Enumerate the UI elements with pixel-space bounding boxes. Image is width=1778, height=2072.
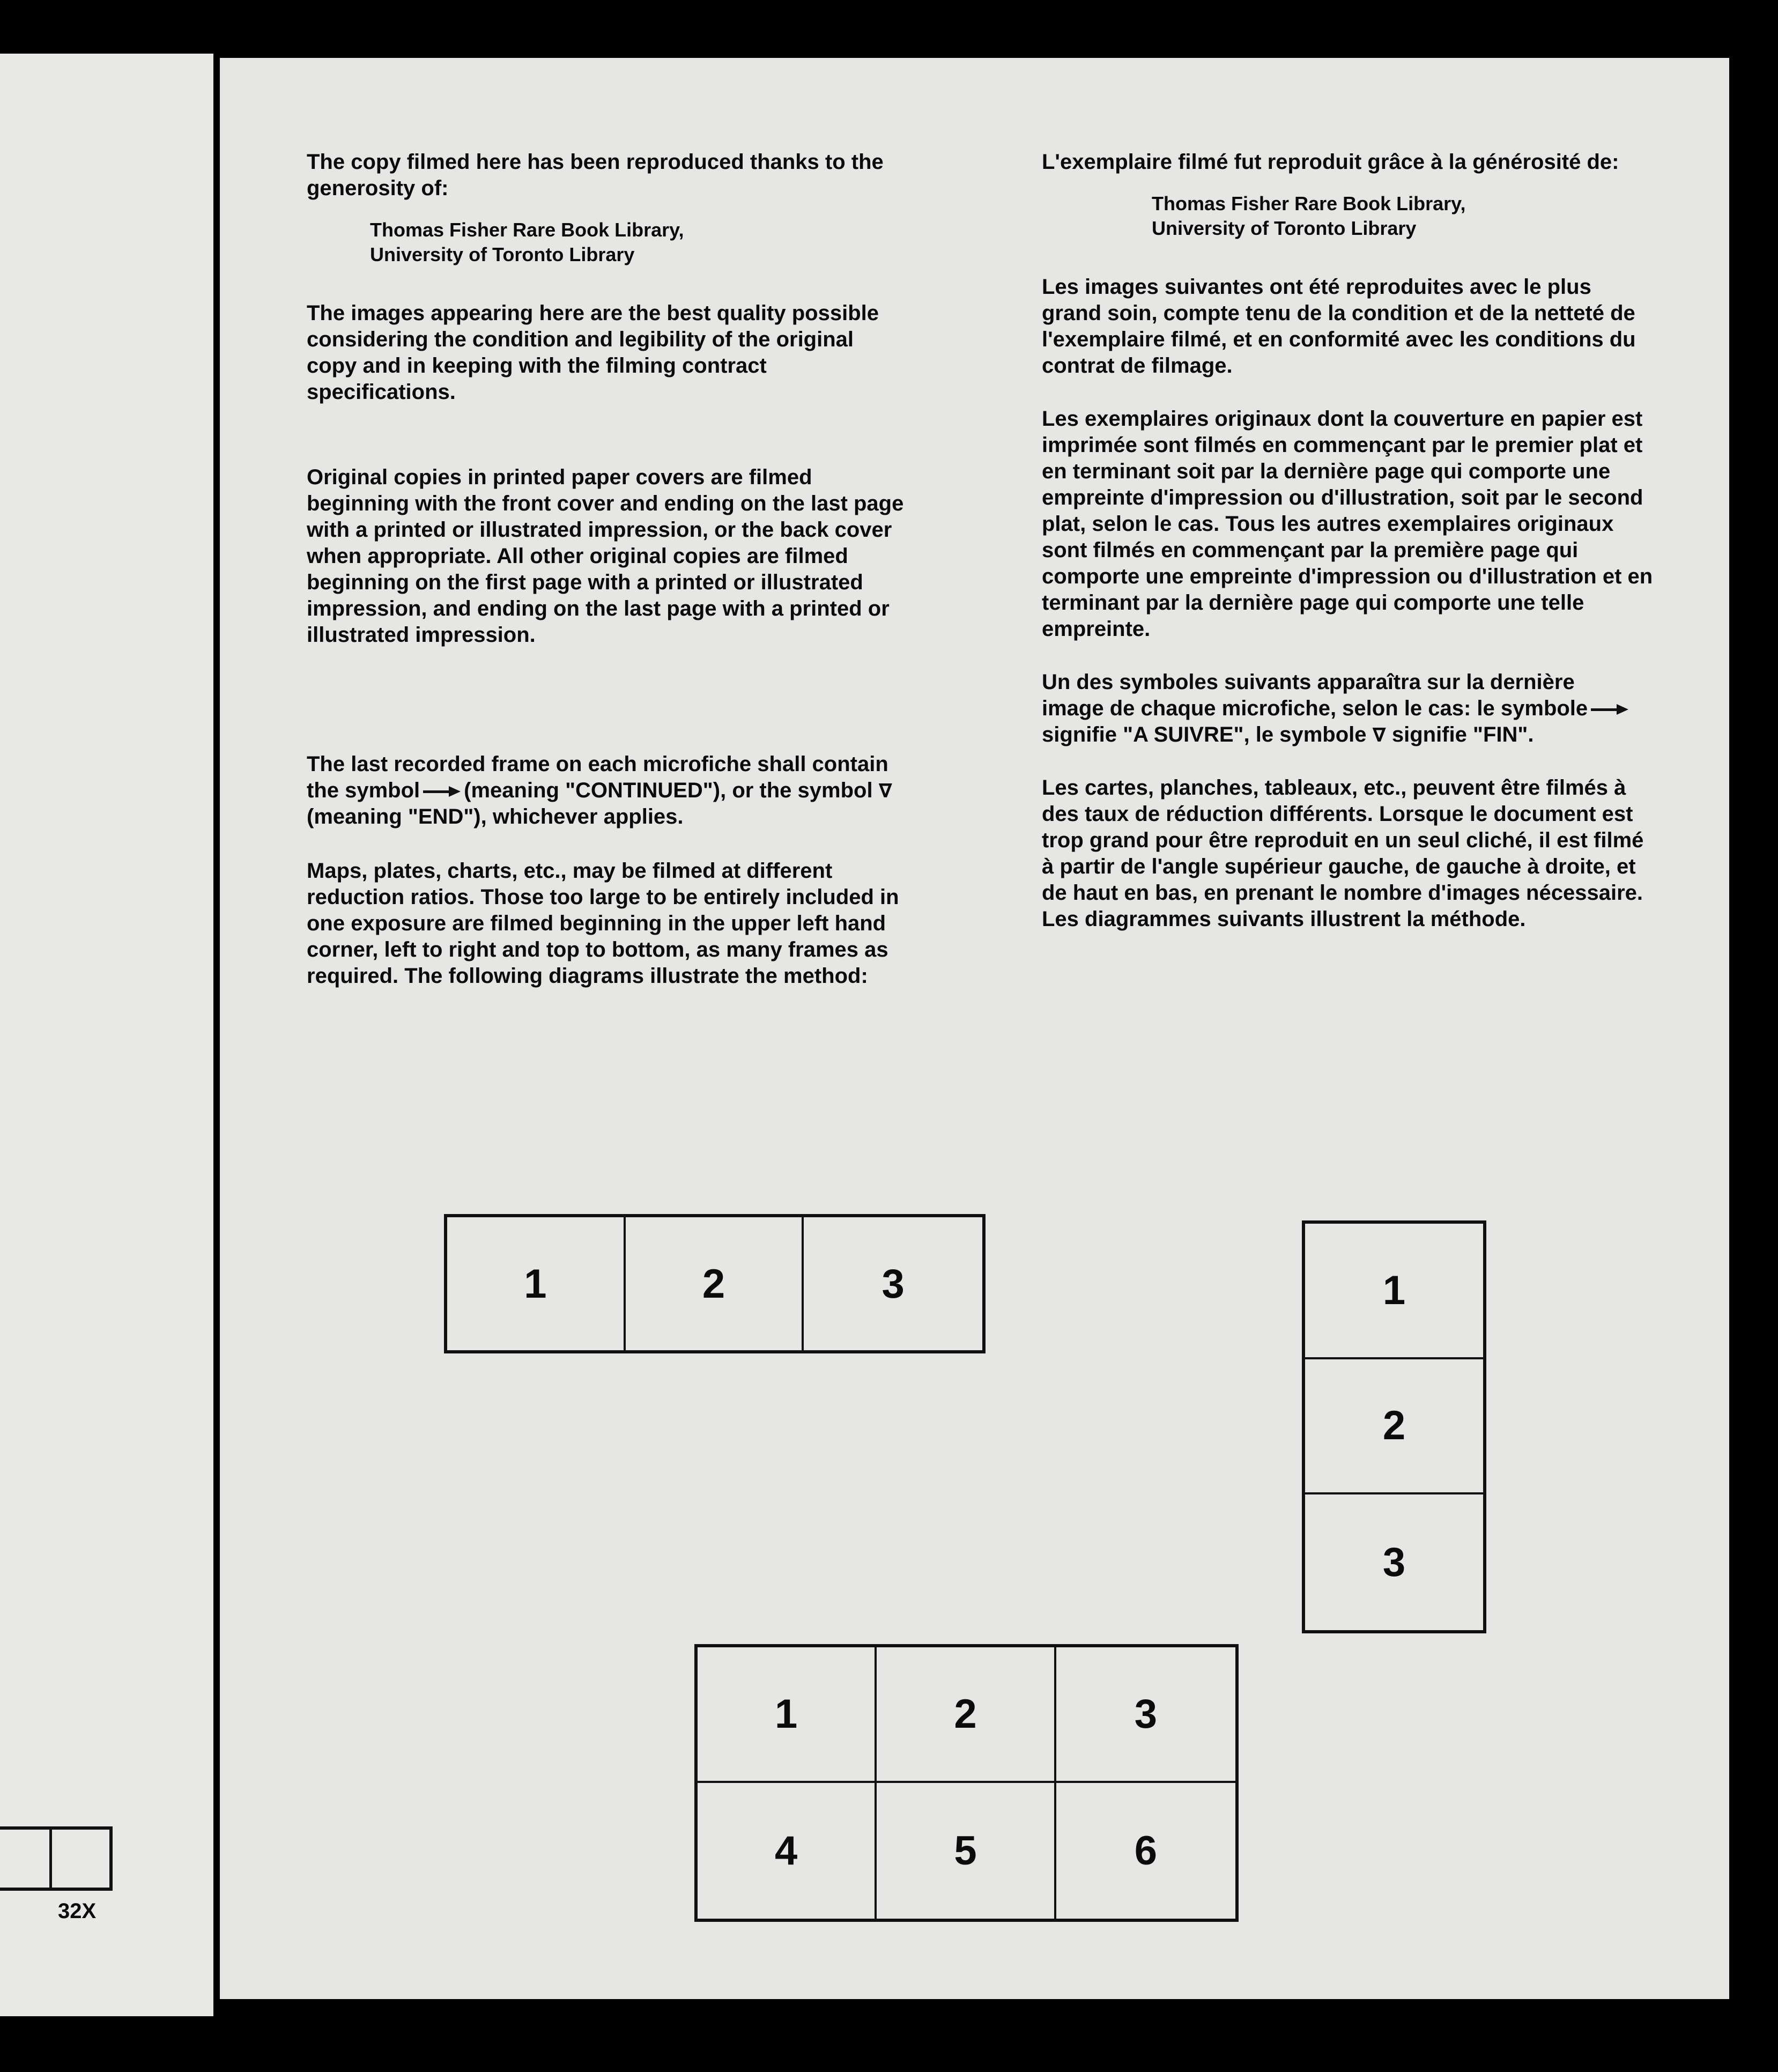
frame-cell: 1 (698, 1647, 877, 1783)
french-column (1042, 149, 1658, 933)
frame-cell: 1 (1305, 1224, 1483, 1359)
frame-cell: 2 (877, 1647, 1056, 1783)
frame-cell: 4 (698, 1783, 877, 1919)
frame-cell: 1 (447, 1217, 626, 1350)
arrow-icon (423, 786, 461, 797)
english-column (307, 149, 923, 989)
english-library-line1: Thomas Fisher Rare Book Library, (370, 219, 684, 241)
diagram-vertical-frames (1302, 1220, 1486, 1633)
diagram-grid-frames (694, 1644, 1239, 1922)
arrow-icon (1591, 704, 1628, 715)
english-originals: Original copies in printed paper covers are filmed beginning with the front cover and ending on the last page with a printed or illustrated impression, or the back cover when appropriate. All other original copies are filmed beginning on the first page with a printed or illustrated impression, and ending on the last page with a printed or illustrated impression. (307, 465, 904, 647)
french-library-line1: Thomas Fisher Rare Book Library, (1152, 193, 1466, 214)
english-library-line2: University of Toronto Library (370, 243, 635, 265)
triangle-icon: ∇ (1372, 724, 1386, 746)
frame-cell: 6 (1134, 1828, 1157, 1874)
french-library-line2: University of Toronto Library (1152, 217, 1417, 239)
frame-cell: 3 (1382, 1540, 1406, 1586)
french-maps: Les cartes, planches, tableaux, etc., peuvent être filmés à des taux de réduction différents. Lorsque le document est trop grand pour être reproduit en un seul cliché, il est filmé à partir de l'angle supérieur gauche, de gauche à droite, et de haut en bas, en prenant le nombre d'images nécessaire. Les diagrammes suivants illustrent la méthode. (1042, 776, 1644, 931)
reduction-scale-label: 32X (58, 1899, 97, 1923)
left-page-fragment (0, 54, 213, 2016)
frame-cell: 3 (1056, 1647, 1235, 1783)
english-maps: Maps, plates, charts, etc., may be filmed at different reduction ratios. Those too large to be entirely included in one exposure are filmed beginning in the upper left hand corner, left to right and top to bottom, as many frames as required. The following diagrams illustrate the method: (307, 859, 899, 988)
french-originals: Les exemplaires originaux dont la couverture en papier est imprimée sont filmés en commençant par le premier plat et en terminant soit par la dernière page qui comporte une empreinte d'impression ou d'illustration, soit par le second plat, selon le cas. Tous les autres exemplaires originaux sont filmés en commençant par la première page qui comporte une empreinte d'impression ou d'illustration et en terminant par la dernière page qui comporte une telle empreinte. (1042, 407, 1653, 641)
french-quality: Les images suivantes ont été reproduites avec le plus grand soin, compte tenu de la condition et de la netteté de l'exemplaire filmé, et en conformité avec les conditions du contrat de filmage. (1042, 275, 1636, 378)
french-credit-intro: L'exemplaire filmé fut reproduit grâce à la générosité de: (1042, 150, 1619, 174)
main-page (220, 58, 1729, 1999)
frame-cell: 5 (877, 1783, 1056, 1919)
english-quality: The images appearing here are the best quality possible considering the condition and legibility of the original copy and in keeping with the filming contract specifications. (307, 301, 879, 404)
english-frame-note: The last recorded frame on each microfiche shall contain the symbol (meaning "CONTINUED"), or the symbol ∇ (meaning "END"), whichever applies. (307, 752, 892, 828)
french-symbols-note: Un des symboles suivants apparaîtra sur la dernière image de chaque microfiche, selon le cas: le symbolesignifie "A SUIVRE", le symbole ∇ signifie "FIN". (1042, 669, 1637, 748)
english-credit-intro: The copy filmed here has been reproduced thanks to the generosity of: (307, 150, 884, 200)
diagram-horizontal-frames (444, 1214, 986, 1353)
frame-cell: 2 (626, 1217, 804, 1350)
frame-cell: 3 (881, 1261, 905, 1307)
triangle-icon: ∇ (878, 780, 892, 802)
reduction-scale-boxes (0, 1826, 113, 1891)
frame-cell: 2 (1305, 1359, 1483, 1495)
